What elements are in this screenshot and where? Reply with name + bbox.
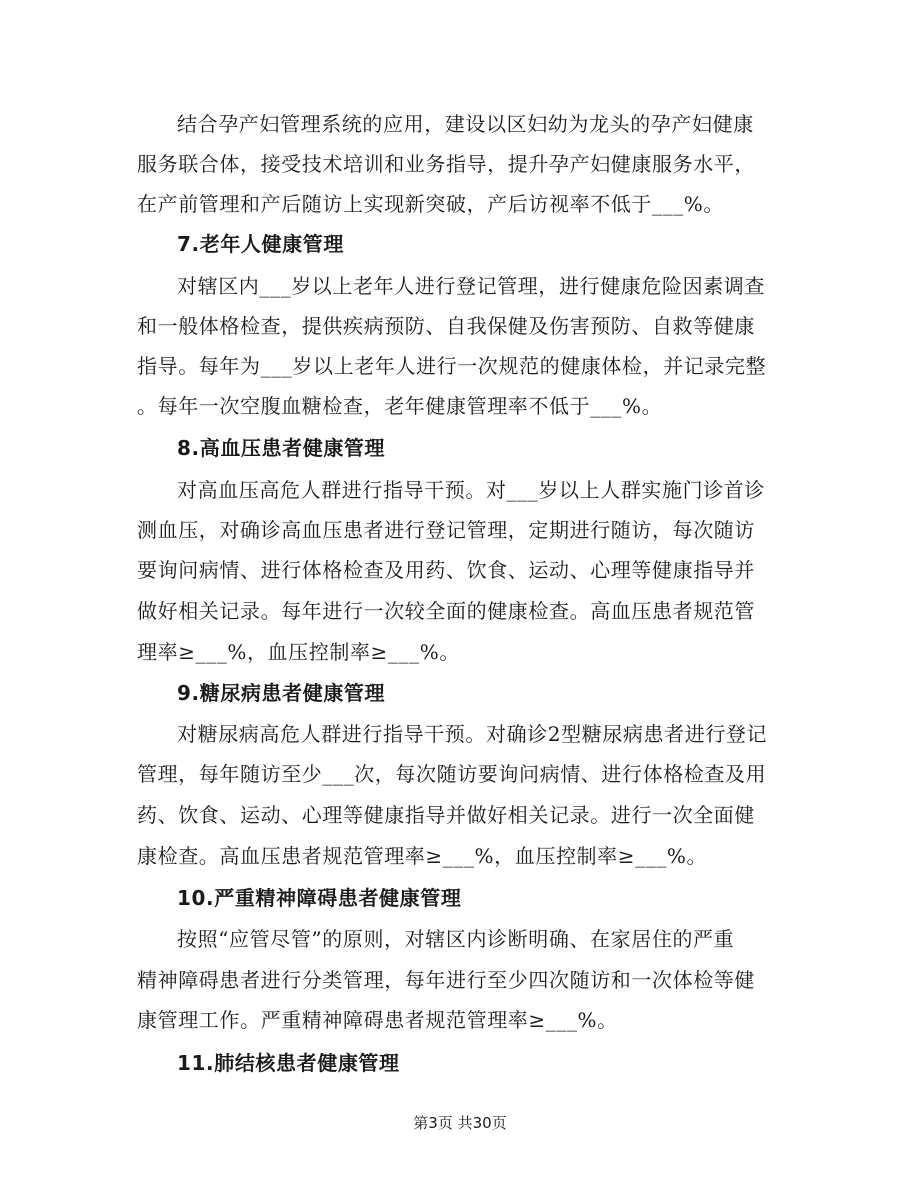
paragraph-line: 指导。每年为___岁以上老年人进行一次规范的健康体检，并记录完整 [137, 354, 767, 378]
paragraph-line: 按照“应管尽管”的原则，对辖区内诊断明确、在家居住的严重 [177, 927, 735, 951]
section-heading: 7.老年人健康管理 [177, 232, 344, 256]
section-heading: 8.高血压患者健康管理 [177, 436, 386, 460]
paragraph-line: 测血压，对确诊高血压患者进行登记管理，定期进行随访，每次随访 [137, 518, 755, 542]
paragraph-line: 对辖区内___岁以上老年人进行登记管理，进行健康危险因素调查 [177, 274, 765, 298]
paragraph-line: 。每年一次空腹血糖检查，老年健康管理率不低于___%。 [137, 394, 663, 418]
paragraph-line: 结合孕产妇管理系统的应用，建设以区妇幼为龙头的孕产妇健康 [177, 112, 754, 136]
section-heading: 11.肺结核患者健康管理 [177, 1051, 400, 1075]
paragraph-line: 和一般体格检查，提供疾病预防、自我保健及伤害预防、自救等健康 [137, 314, 755, 338]
paragraph-line: 精神障碍患者进行分类管理，每年进行至少四次随访和一次体检等健 [137, 968, 755, 992]
paragraph-line: 药、饮食、运动、心理等健康指导并做好相关记录。进行一次全面健 [137, 803, 755, 827]
paragraph-line: 理率≥___%，血压控制率≥___%。 [137, 640, 460, 664]
page-number-footer: 第3页 共30页 [413, 1114, 507, 1132]
paragraph-line: 要询问病情、进行体格检查及用药、饮食、运动、心理等健康指导并 [137, 558, 755, 582]
section-heading: 9.糖尿病患者健康管理 [177, 681, 386, 705]
paragraph-line: 做好相关记录。每年进行一次较全面的健康检查。高血压患者规范管 [137, 599, 755, 623]
paragraph-line: 康管理工作。严重精神障碍患者规范管理率≥___%。 [137, 1008, 618, 1032]
paragraph-line: 对糖尿病高危人群进行指导干预。对确诊2型糖尿病患者进行登记 [177, 722, 768, 746]
paragraph-line: 服务联合体，接受技术培训和业务指导，提升孕产妇健康服务水平， [137, 152, 755, 176]
section-heading: 10.严重精神障碍患者健康管理 [177, 886, 462, 910]
paragraph-line: 在产前管理和产后随访上实现新突破，产后访视率不低于___%。 [137, 192, 725, 216]
paragraph-line: 对高血压高危人群进行指导干预。对___岁以上人群实施门诊首诊 [177, 478, 765, 502]
paragraph-line: 康检查。高血压患者规范管理率≥___%，血压控制率≥___%。 [137, 844, 708, 868]
paragraph-line: 管理，每年随访至少___次，每次随访要询问病情、进行体格检查及用 [137, 762, 767, 786]
